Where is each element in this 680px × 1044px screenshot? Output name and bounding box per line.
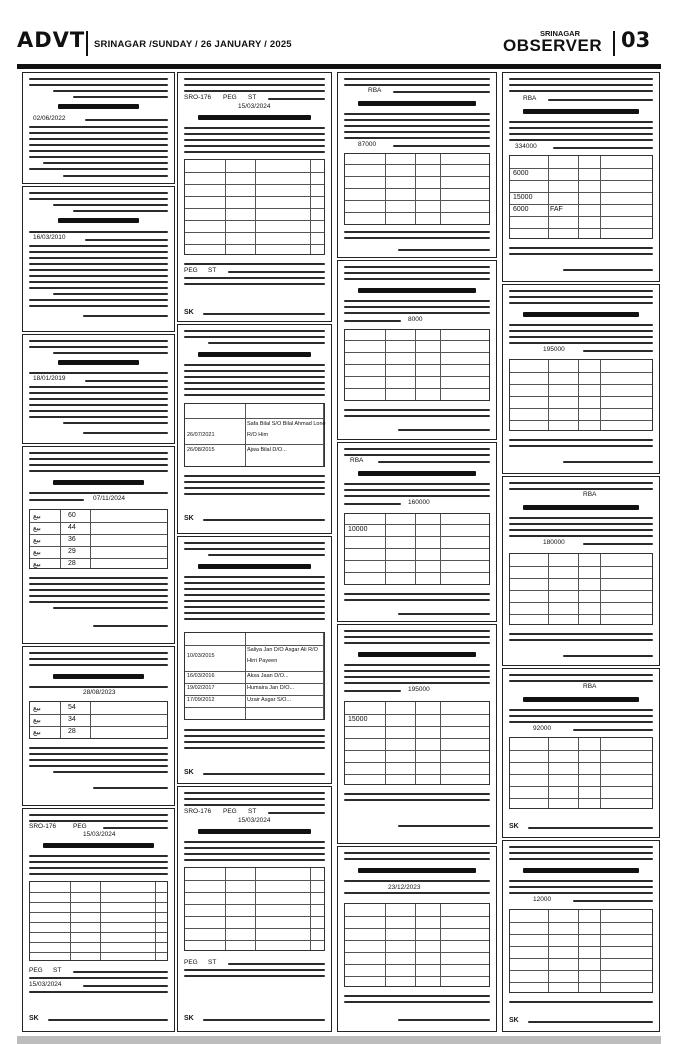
notice-box: 8000	[337, 260, 497, 440]
footer-bar	[17, 1036, 661, 1044]
notice-heading	[358, 868, 476, 873]
column-4	[502, 72, 660, 1032]
brand-subtitle: SRINAGAR	[540, 29, 581, 38]
notice-box	[177, 324, 332, 534]
notice-date: 02/06/2022	[33, 115, 66, 122]
heirs-table	[184, 867, 325, 951]
notice-heading	[43, 843, 154, 848]
section-label: ADVT	[17, 28, 86, 52]
notice-heading	[53, 674, 144, 679]
notice-box: 195000 15000	[337, 624, 497, 844]
column-1	[22, 72, 175, 1032]
notice-heading	[58, 218, 139, 223]
notice-heading	[198, 564, 311, 569]
page-number: 03	[621, 28, 651, 52]
family-table	[344, 903, 490, 987]
signature-code: SK	[184, 515, 194, 522]
dateline: SRINAGAR /SUNDAY / 26 JANUARY / 2025	[94, 39, 292, 50]
family-table	[344, 153, 490, 225]
notice-box	[22, 334, 175, 444]
family-table	[344, 329, 490, 401]
notice-box	[22, 72, 175, 184]
notice-heading	[53, 480, 144, 485]
header-divider	[613, 31, 615, 56]
notice-heading	[198, 829, 311, 834]
family-table: 10000	[344, 513, 490, 585]
notice-heading	[198, 115, 311, 120]
notice-heading	[523, 109, 639, 114]
notice-heading	[523, 505, 639, 510]
signature-code: SK	[509, 823, 519, 830]
notice-heading	[358, 652, 476, 657]
notice-heading	[58, 360, 139, 365]
notice-box	[177, 536, 332, 784]
ledger-table: بیع 60 بیع 44 بیع 36 بیع 29 بیع 28	[29, 509, 168, 569]
notice-box: RBA 334000 6000 15000 6000 FAF	[502, 72, 660, 282]
brand-logo: OBSERVER	[503, 36, 603, 55]
family-table: 6000 15000 6000 FAF	[509, 155, 653, 239]
notice-heading	[198, 352, 311, 357]
header-divider	[86, 31, 88, 56]
masthead	[0, 0, 680, 62]
column-2	[177, 72, 332, 1032]
family-table	[509, 737, 653, 809]
signature-code: SK	[184, 309, 194, 316]
notice-box: 12000 SK	[502, 840, 660, 1032]
notice-box: RBA 160000 10000	[337, 442, 497, 622]
notice-date: 07/11/2024	[93, 495, 126, 502]
header-rule	[17, 64, 661, 69]
notice-box: SRO-176 PEG ST 15/03/2024 PEG ST SK	[177, 786, 332, 1032]
family-table	[509, 553, 653, 625]
heirs-table	[184, 159, 325, 255]
heirs-table	[29, 881, 168, 961]
family-table	[509, 359, 653, 431]
notice-box: RBA 180000	[502, 476, 660, 666]
notice-heading	[358, 471, 476, 476]
notice-heading	[358, 288, 476, 293]
notice-box: RBA 92000 SK	[502, 668, 660, 838]
notice-heading	[58, 104, 139, 109]
column-3	[337, 72, 497, 1032]
signature-code: SK	[184, 769, 194, 776]
notice-box: RBA 87000	[337, 72, 497, 258]
legal-table: بیع 54 بیع 34 بیع 28	[29, 701, 168, 739]
notice-box	[22, 446, 175, 644]
notice-date: 18/01/2019	[33, 375, 66, 382]
notice-box	[22, 646, 175, 806]
notice-date: 28/08/2023	[83, 689, 116, 696]
heirs-detail-table: 26/07/2021 Safa Bilal S/O Bilal Ahmad Lone R/O Him 26/08/2015 Ajwa Bilal D/O...	[184, 403, 325, 467]
heirs-detail-table: 10/03/2015 Saliya Jan D/O Asgar Ali R/O Hirri Payeen 16/03/2016 Aksa Jaan D/O... 19/02/2017 Humaira Jan D/O... 17/09/2012 Uzair Asgar S/O...	[184, 632, 325, 720]
notice-heading	[358, 101, 476, 106]
notice-box: 195000	[502, 284, 660, 474]
signature-code: SK	[509, 1017, 519, 1024]
family-table: 15000	[344, 701, 490, 785]
notice-heading	[523, 312, 639, 317]
signature-code: SK	[184, 1015, 194, 1022]
notice-heading	[523, 868, 639, 873]
notice-heading	[523, 697, 639, 702]
signature-code: SK	[29, 1015, 39, 1022]
notice-box: 23/12/2023	[337, 846, 497, 1032]
notice-date: 16/03/2010	[33, 234, 66, 241]
notice-box: SRO-176 PEG ST 15/03/2024 PEG ST SK	[177, 72, 332, 322]
notice-box	[22, 186, 175, 332]
family-table	[509, 909, 653, 993]
notice-box: SRO-176 PEG 15/03/2024 PEG ST 15/03/2024 SK	[22, 808, 175, 1032]
